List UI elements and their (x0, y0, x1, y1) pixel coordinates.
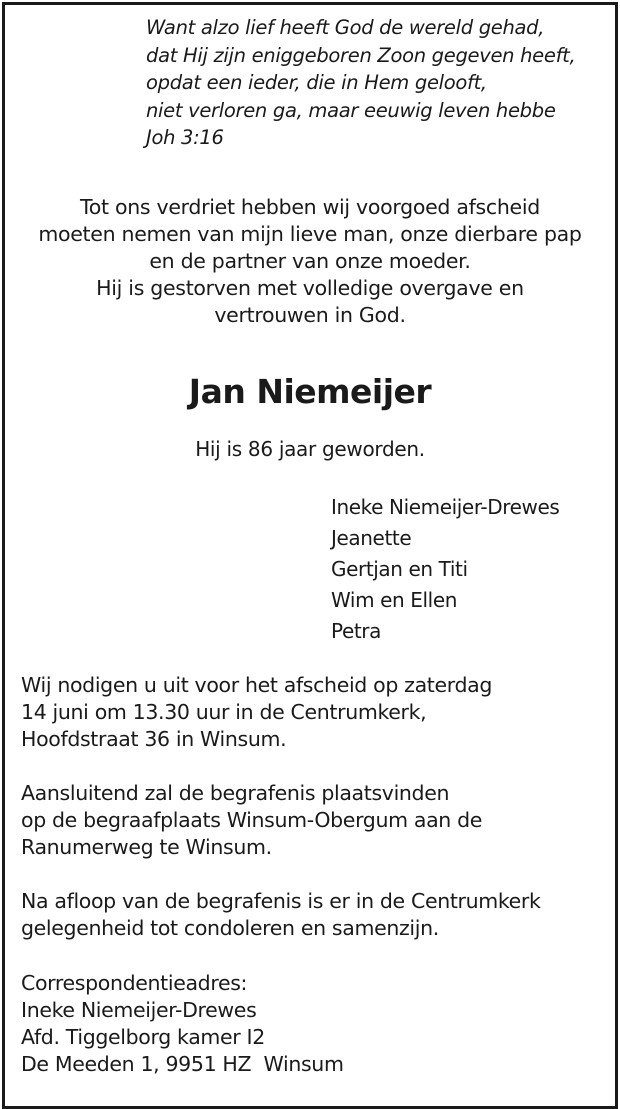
condolence-line: Na afloop van de begrafenis is er in de Centrumkerk (21, 889, 541, 913)
intro-line: moeten nemen van mijn lieve man, onze dierbare pap (38, 222, 582, 246)
family-member: Gertjan en Titi (331, 557, 468, 581)
correspondence-address (21, 970, 344, 1078)
invitation-line: Hoofdstraat 36 in Winsum. (21, 727, 287, 751)
correspondence-label: Correspondentieadres: (21, 971, 248, 995)
invitation-paragraph (21, 672, 492, 753)
bible-verse (146, 14, 575, 152)
verse-line: dat Hij zijn eniggeboren Zoon gegeven heeft, (146, 43, 576, 67)
correspondence-line: Ineke Niemeijer-Drewes (21, 998, 257, 1022)
intro-text (0, 194, 620, 329)
family-member: Jeanette (331, 526, 412, 550)
family-member: Ineke Niemeijer-Drewes (331, 495, 560, 519)
correspondence-line: De Meeden 1, 9951 HZ Winsum (21, 1052, 344, 1076)
deceased-name: Jan Niemeijer (188, 372, 432, 411)
invitation-line: Wij nodigen u uit voor het afscheid op zaterdag (21, 673, 492, 697)
burial-line: op de begraafplaats Winsum-Obergum aan de (21, 808, 483, 832)
intro-line: Tot ons verdriet hebben wij voorgoed afscheid (80, 195, 540, 219)
age-statement: Hij is 86 jaar geworden. (195, 437, 425, 461)
intro-line: Hij is gestorven met volledige overgave en (96, 276, 524, 300)
condolence-line: gelegenheid tot condoleren en samenzijn. (21, 916, 439, 940)
verse-line: niet verloren ga, maar eeuwig leven hebbe (146, 98, 556, 122)
verse-line: Want alzo lief heeft God de wereld gehad, (146, 16, 545, 39)
burial-paragraph (21, 780, 482, 861)
burial-line: Aansluitend zal de begrafenis plaatsvinden (21, 781, 450, 805)
family-member: Petra (331, 619, 381, 643)
invitation-line: 14 juni om 13.30 uur in de Centrumkerk, (21, 700, 427, 724)
verse-reference: Joh 3:16 (146, 126, 224, 149)
intro-line: vertrouwen in God. (214, 303, 406, 327)
verse-line: opdat een ieder, die in Hem gelooft, (146, 71, 487, 94)
correspondence-line: Afd. Tiggelborg kamer I2 (21, 1025, 265, 1049)
intro-line: en de partner van onze moeder. (149, 249, 471, 273)
condolence-paragraph (21, 888, 541, 942)
burial-line: Ranumerweg te Winsum. (21, 835, 272, 859)
family-list (331, 492, 559, 647)
family-member: Wim en Ellen (331, 588, 458, 612)
